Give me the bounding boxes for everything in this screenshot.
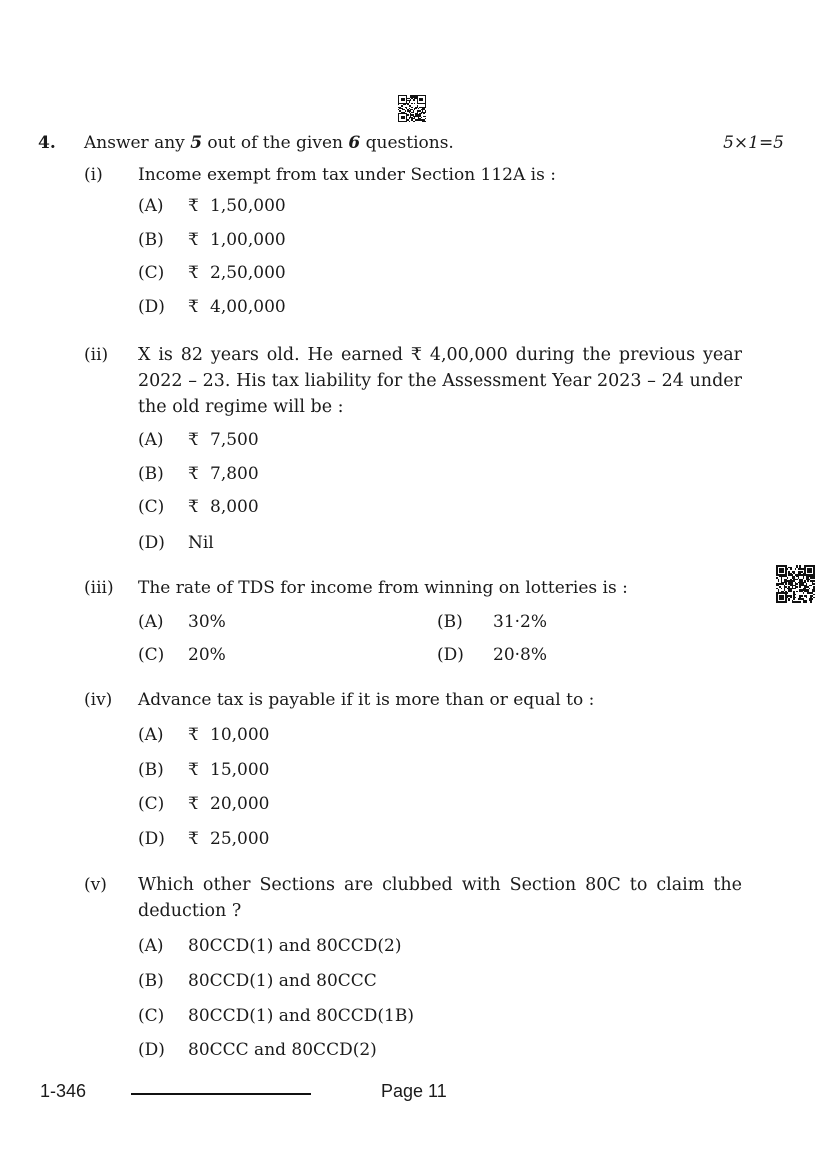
option-value: Nil bbox=[188, 533, 214, 553]
option-value: 80CCD(1) and 80CCD(2) bbox=[188, 936, 402, 956]
question-number: (v) bbox=[84, 875, 107, 895]
option-value: 7,800 bbox=[210, 464, 259, 484]
rupee-symbol: ₹ bbox=[188, 263, 199, 283]
option-row bbox=[138, 263, 286, 283]
option-row bbox=[138, 1040, 377, 1060]
option-row bbox=[138, 725, 269, 745]
question-instruction bbox=[84, 133, 454, 153]
option-label: (B) bbox=[138, 760, 164, 780]
option-row bbox=[138, 430, 259, 450]
option-value: 80CCD(1) and 80CCD(1B) bbox=[188, 1006, 414, 1026]
option-value: 7,500 bbox=[210, 430, 259, 450]
instruction-count: 5 bbox=[190, 133, 203, 153]
option-value: 25,000 bbox=[210, 829, 270, 849]
option-label: (B) bbox=[138, 464, 164, 484]
option-row bbox=[138, 1006, 414, 1026]
option-label: (D) bbox=[138, 829, 165, 849]
rupee-symbol: ₹ bbox=[188, 230, 199, 250]
top-qr-code-icon bbox=[398, 95, 426, 122]
rupee-symbol: ₹ bbox=[188, 794, 199, 814]
option-label: (C) bbox=[138, 497, 165, 517]
option-row bbox=[138, 196, 286, 216]
rupee-symbol: ₹ bbox=[188, 297, 199, 317]
option-row bbox=[138, 760, 269, 780]
instruction-before: Answer any bbox=[84, 133, 191, 153]
option-label: (A) bbox=[138, 430, 164, 450]
option-value: 31·2% bbox=[493, 612, 548, 632]
option-value: 1,00,000 bbox=[210, 230, 286, 250]
paper-code: 1-346 bbox=[40, 1081, 87, 1101]
side-qr-code-icon bbox=[776, 565, 815, 603]
rupee-symbol: ₹ bbox=[188, 464, 199, 484]
option-value: 15,000 bbox=[210, 760, 270, 780]
rupee-symbol: ₹ bbox=[188, 829, 199, 849]
option-label: (B) bbox=[138, 230, 164, 250]
option-value: 20% bbox=[188, 645, 226, 665]
option-row bbox=[437, 612, 547, 632]
option-row bbox=[138, 297, 286, 317]
option-label: (A) bbox=[138, 725, 164, 745]
option-row bbox=[437, 645, 547, 665]
instruction-total: 6 bbox=[348, 133, 361, 153]
option-value: 20,000 bbox=[210, 794, 270, 814]
instruction-middle: out of the given bbox=[202, 133, 349, 153]
option-label: (C) bbox=[138, 794, 165, 814]
marks-allocation: 5×1=5 bbox=[723, 133, 784, 153]
option-row bbox=[138, 612, 226, 632]
option-value: 80CCC and 80CCD(2) bbox=[188, 1040, 377, 1060]
option-row bbox=[138, 464, 259, 484]
option-value: 2,50,000 bbox=[210, 263, 286, 283]
option-row bbox=[138, 645, 226, 665]
option-label: (C) bbox=[138, 645, 165, 665]
option-label: (D) bbox=[138, 1040, 165, 1060]
option-row bbox=[138, 829, 269, 849]
option-row bbox=[138, 497, 259, 517]
instruction-after: questions. bbox=[360, 133, 454, 153]
rupee-symbol: ₹ bbox=[188, 760, 199, 780]
option-label: (A) bbox=[138, 936, 164, 956]
option-value: 4,00,000 bbox=[210, 297, 286, 317]
option-label: (B) bbox=[138, 971, 164, 991]
question-number: (i) bbox=[84, 165, 103, 185]
option-value: 80CCD(1) and 80CCC bbox=[188, 971, 377, 991]
footer-divider bbox=[131, 1093, 311, 1095]
option-label: (D) bbox=[138, 297, 165, 317]
rupee-symbol: ₹ bbox=[188, 497, 199, 517]
question-text: The rate of TDS for income from winning on lotteries is : bbox=[138, 578, 628, 598]
option-label: (C) bbox=[138, 263, 165, 283]
rupee-symbol: ₹ bbox=[188, 430, 199, 450]
option-label: (B) bbox=[437, 612, 463, 632]
option-label: (C) bbox=[138, 1006, 165, 1026]
rupee-symbol: ₹ bbox=[188, 725, 199, 745]
question-number: (iii) bbox=[84, 578, 114, 598]
option-value: 10,000 bbox=[210, 725, 270, 745]
option-value: 8,000 bbox=[210, 497, 259, 517]
question-text: Income exempt from tax under Section 112A is : bbox=[138, 165, 556, 185]
option-label: (A) bbox=[138, 196, 164, 216]
question-number: (ii) bbox=[84, 345, 109, 365]
option-row bbox=[138, 230, 286, 250]
option-label: (D) bbox=[437, 645, 464, 665]
option-value: 20·8% bbox=[493, 645, 548, 665]
question-text: Which other Sections are clubbed with Section 80C to claim the deduction ? bbox=[138, 875, 742, 921]
option-value: 1,50,000 bbox=[210, 196, 286, 216]
option-row bbox=[138, 971, 377, 991]
page-number: Page 11 bbox=[381, 1081, 447, 1101]
option-row bbox=[138, 533, 214, 553]
option-row bbox=[138, 936, 402, 956]
question-text: X is 82 years old. He earned ₹ 4,00,000 during the previous year 2022 – 23. His tax liability for the Assessment Year 2023 – 24 under the old regime will be : bbox=[138, 345, 742, 417]
rupee-symbol: ₹ bbox=[188, 196, 199, 216]
option-label: (D) bbox=[138, 533, 165, 553]
question-number: (iv) bbox=[84, 690, 113, 710]
question-text: Advance tax is payable if it is more than or equal to : bbox=[138, 690, 595, 710]
question-number: 4. bbox=[38, 133, 56, 153]
option-value: 30% bbox=[188, 612, 226, 632]
option-label: (A) bbox=[138, 612, 164, 632]
option-row bbox=[138, 794, 269, 814]
